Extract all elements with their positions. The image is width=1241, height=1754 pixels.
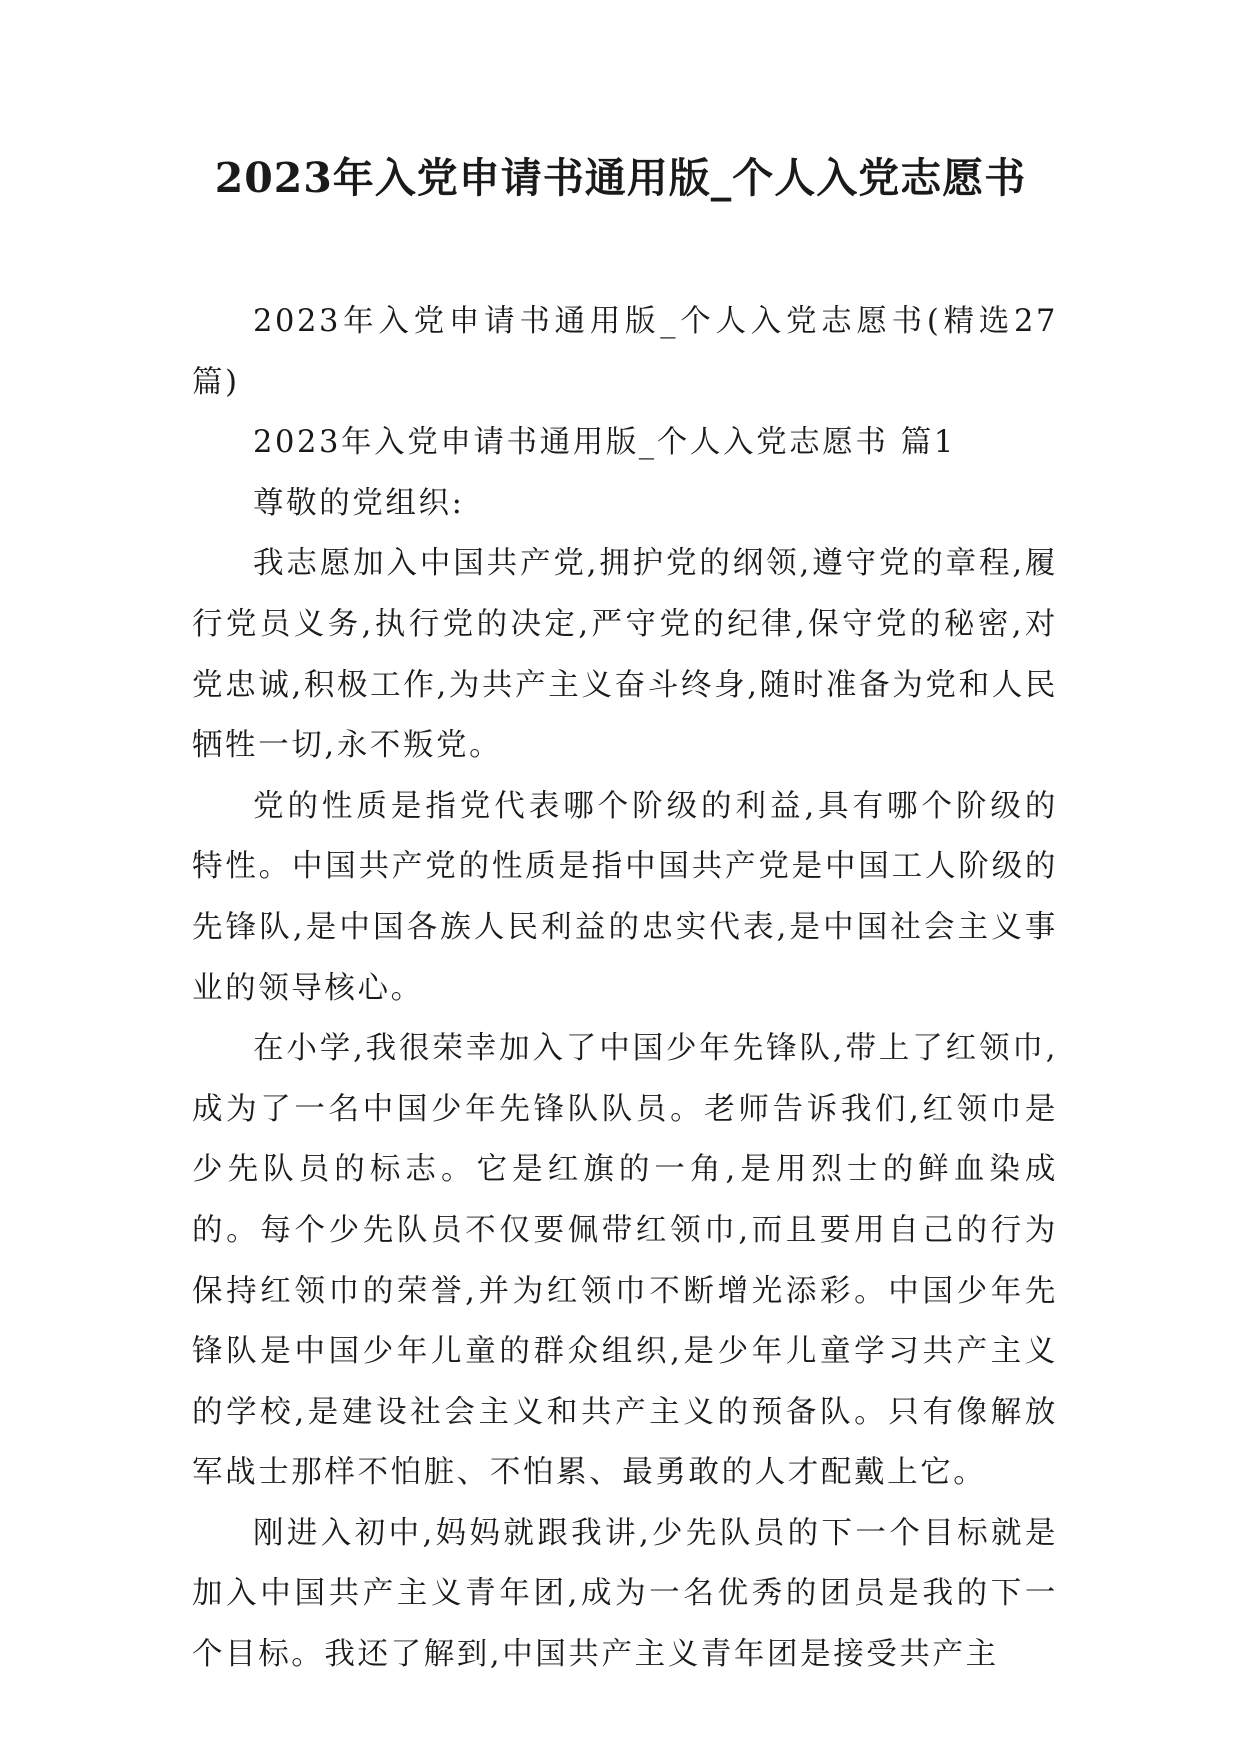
document-subtitle: 2023年入党申请书通用版_个人入党志愿书(精选27篇) <box>192 304 1058 400</box>
paragraph: 在小学,我很荣幸加入了中国少年先锋队,带上了红领巾,成为了一名中国少年先锋队队员。老师告诉我们,红领巾是少先队员的标志。它是红旗的一角,是用烈士的鲜血染成的。每个少先队员不仅要佩带红领巾,而且要用自己的行为保持红领巾的荣誉,并为红领巾不断增光添彩。中国少年先锋队是中国少年儿童的群众组织,是少年儿童学习共产主义的学校,是建设社会主义和共产主义的预备队。只有像解放军战士那样不怕脏、不怕累、最勇敢的人才配戴上它。 <box>192 1031 1058 1491</box>
document-body <box>192 292 1058 1686</box>
section-heading: 2023年入党申请书通用版_个人入党志愿书 篇1 <box>253 425 956 461</box>
paragraph: 我志愿加入中国共产党,拥护党的纲领,遵守党的章程,履行党员义务,执行党的决定,严守党的纪律,保守党的秘密,对党忠诚,积极工作,为共产主义奋斗终身,随时准备为党和人民牺牲一切,永不叛党。 <box>192 546 1058 764</box>
paragraph: 党的性质是指党代表哪个阶级的利益,具有哪个阶级的特性。中国共产党的性质是指中国共产党是中国工人阶级的先锋队,是中国各族人民利益的忠实代表,是中国社会主义事业的领导核心。 <box>192 788 1058 1006</box>
document-title: 2023年入党申请书通用版_个人入党志愿书 <box>214 154 1027 202</box>
paragraph: 刚进入初中,妈妈就跟我讲,少先队员的下一个目标就是加入中国共产主义青年团,成为一名优秀的团员是我的下一个目标。我还了解到,中国共产主义青年团是接受共产主 <box>192 1515 1058 1673</box>
salutation: 尊敬的党组织: <box>253 485 465 521</box>
